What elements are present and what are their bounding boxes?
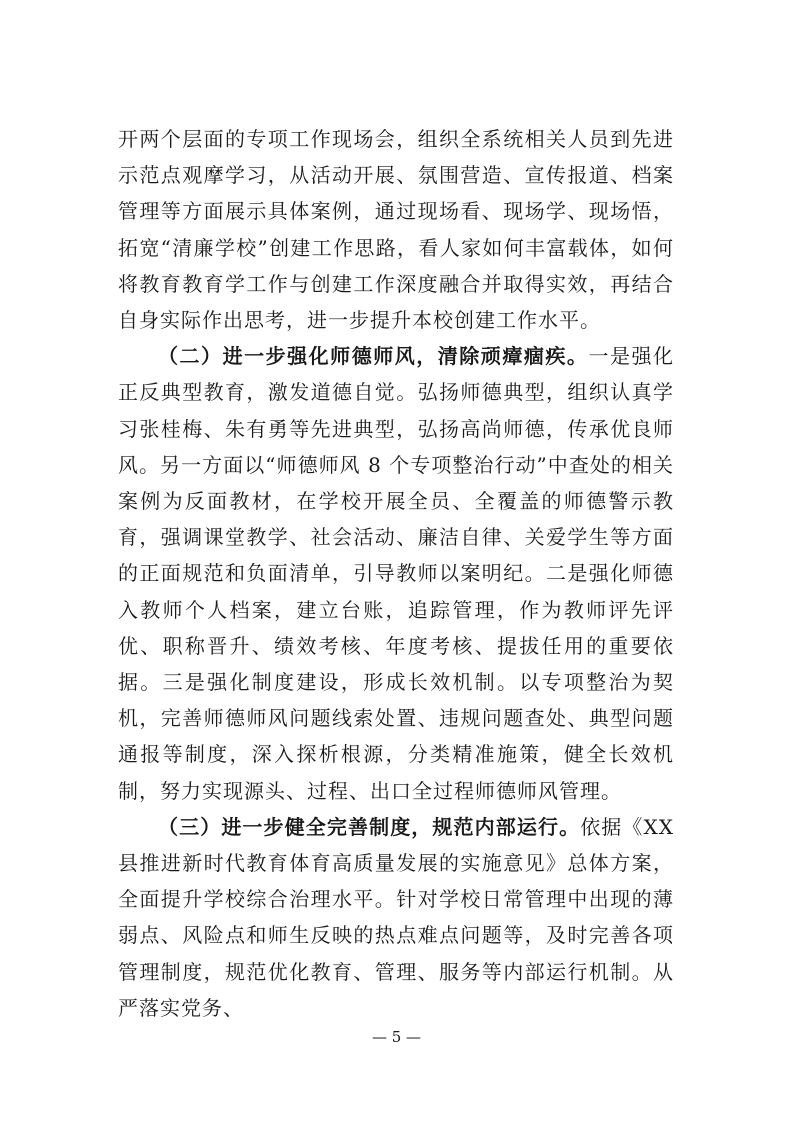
body-text — [118, 121, 674, 1026]
paragraph-section-3 — [118, 809, 674, 1026]
paragraph-section-2 — [118, 338, 674, 809]
section-heading: （二）进一步强化师德师风，清除顽瘴痼疾。 — [158, 344, 589, 369]
page-number: — 5 — — [371, 1028, 422, 1046]
section-heading: （三）进一步健全完善制度，规范内部运行。 — [158, 814, 581, 839]
paragraph-text: 依据《XX 县推进新时代教育体育高质量发展的实施意见》总体方案，全面提升学校综合治理水平。针对学校日常管理中出现的薄弱点、风险点和师生反映的热点难点问题等，及时完善各项管理制度，规范优化教育、管理、服务等内部运行机制。从严落实党务、 — [118, 814, 674, 1020]
paragraph-text: 开两个层面的专项工作现场会，组织全系统相关人员到先进示范点观摩学习，从活动开展、氛围营造、宣传报道、档案管理等方面展示具体案例，通过现场看、现场学、现场悟，拓宽“清廉学校”创建工作思路，看人家如何丰富载体，如何将教育教育学工作与创建工作深度融合并取得实效，再结合自身实际作出思考，进一步提升本校创建工作水平。 — [118, 127, 674, 333]
paragraph-continuation — [118, 121, 674, 338]
paragraph-text: 一是强化正反典型教育，激发道德自觉。弘扬师德典型，组织认真学习张桂梅、朱有勇等先进典型，弘扬高尚师德，传承优良师风。另一方面以“师德师风 8 个专项整治行动”中查处的相关案例为反面教材，在学校开展全员、全覆盖的师德警示教育，强调课堂教学、社会活动、廉洁自律、关爱学生等方面的正面规范和负面清单，引导教师以案明纪。二是强化师德入教师个人档案，建立台账，追踪管理，作为教师评先评优、职称晋升、绩效考核、年度考核、提拔任用的重要依据。三是强化制度建设，形成长效机制。以专项整治为契机，完善师德师风问题线索处置、违规问题查处、典型问题通报等制度，深入探析根源，分类精准施策，健全长效机制，努力实现源头、过程、出口全过程师德师风管理。 — [118, 344, 675, 803]
